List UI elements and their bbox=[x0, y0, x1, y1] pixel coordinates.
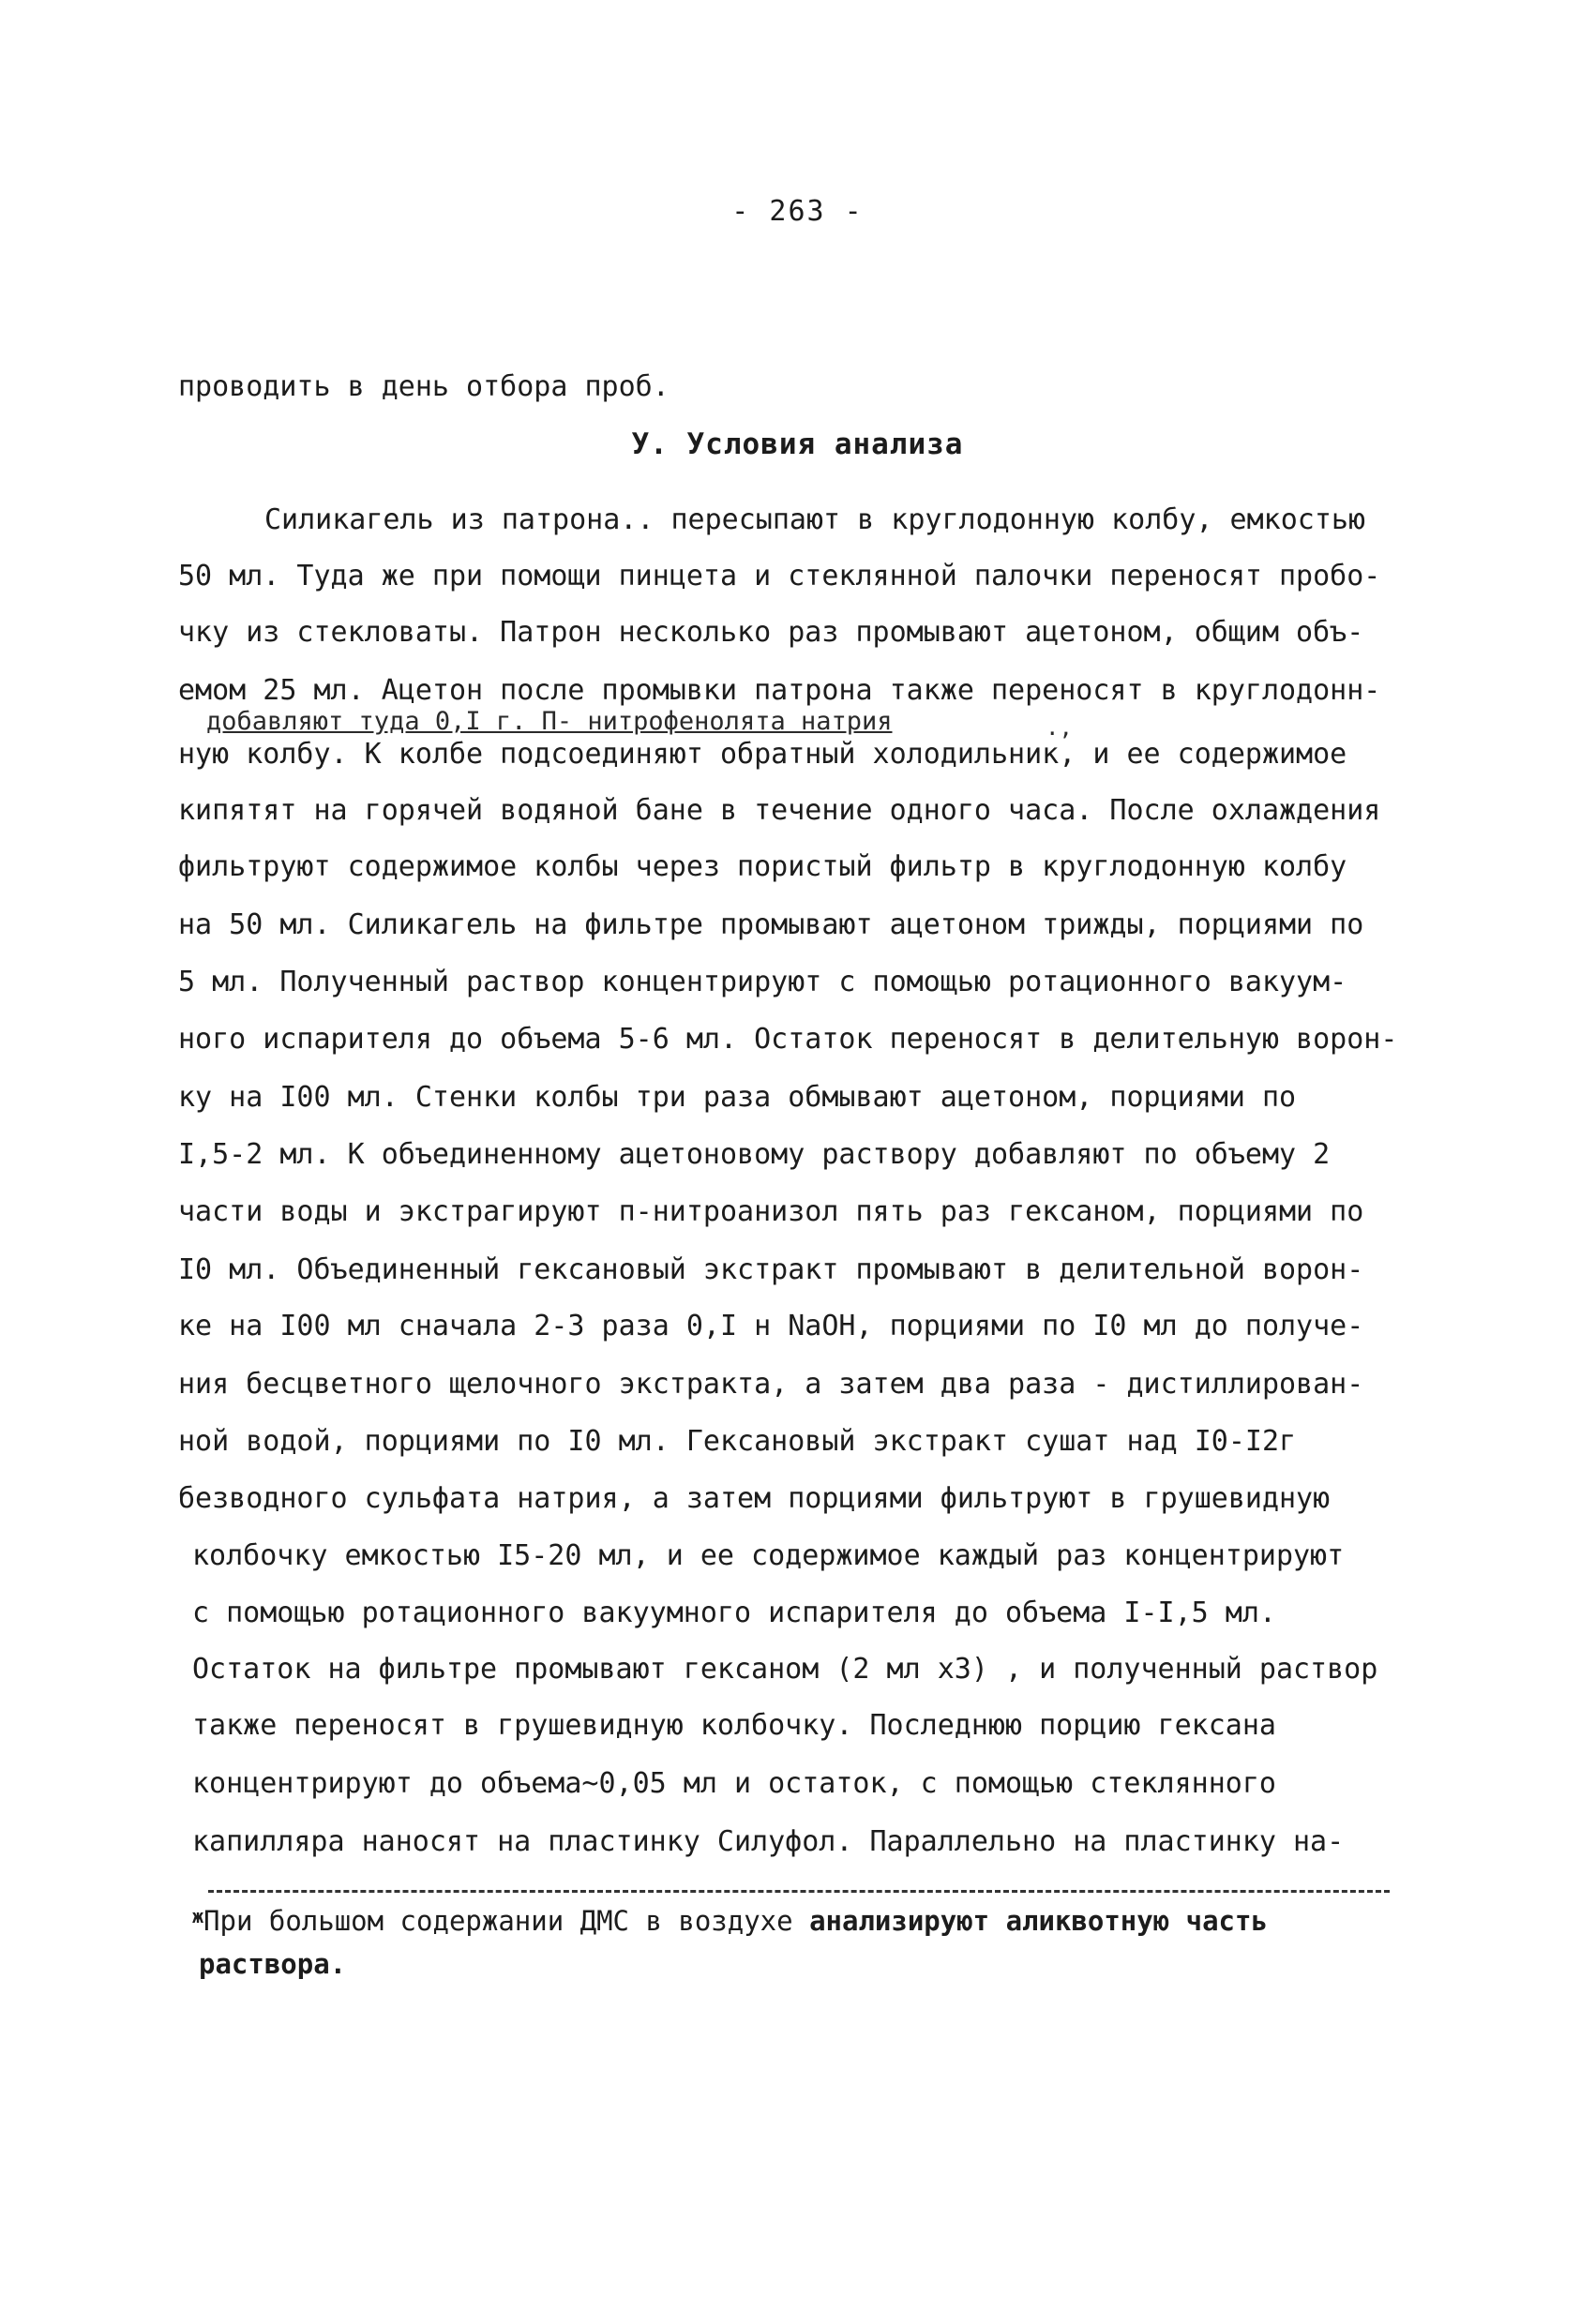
text-line-7: фильтруют содержимое колбы через пористый фильтр в круглодонную колбу bbox=[178, 850, 1347, 883]
text-line-3: чку из стекловаты. Патрон несколько раз промывают ацетоном, общим объ- bbox=[178, 616, 1364, 649]
page-number: - 263 - bbox=[731, 195, 864, 228]
handwritten-insertion: добавляют туда 0,I г. П- нитрофенолята натрия bbox=[206, 707, 893, 736]
text-line-16: ния бесцветного щелочного экстракта, а затем два раза - дистиллирован- bbox=[178, 1368, 1364, 1401]
footnote-mark: ж bbox=[192, 1905, 204, 1927]
footnote-line-2: раствора. bbox=[199, 1948, 347, 1980]
text-line-8: на 50 мл. Силикагель на фильтре промывают ацетоном трижды, порциями по bbox=[178, 908, 1364, 941]
text-line-13: части воды и экстрагируют п-нитроанизол пять раз гексаном, порциями по bbox=[178, 1195, 1364, 1228]
footnote-divider bbox=[208, 1890, 1390, 1893]
text-line-19: колбочку емкостью I5-20 мл, и ее содержимое каждый раз концентрируют bbox=[192, 1539, 1345, 1572]
text-line-17: ной водой, порциями по I0 мл. Гексановый экстракт сушат над I0-I2г bbox=[178, 1425, 1297, 1458]
text-line-22: также переносят в грушевидную колбочку. Последнюю порцию гексана bbox=[192, 1709, 1276, 1742]
text-line-12: I,5-2 мл. К объединенному ацетоновому раствору добавляют по объему 2 bbox=[178, 1138, 1331, 1171]
text-line-14: I0 мл. Объединенный гексановый экстракт промывают в делительной ворон- bbox=[178, 1253, 1364, 1286]
text-line-10: ного испарителя до объема 5-6 мл. Остаток переносят в делительную ворон- bbox=[178, 1023, 1398, 1056]
text-line-4: емом 25 мл. Ацетон после промывки патрона также переносят в круглодонн- bbox=[178, 674, 1381, 707]
text-line-1: Силикагель из патрона.. пересыпают в круглодонную колбу, емкостью bbox=[264, 503, 1365, 536]
text-line-18: безводного сульфата натрия, а затем порциями фильтруют в грушевидную bbox=[178, 1482, 1331, 1515]
text-line-23: концентрируют до объема~0,05 мл и остаток, с помощью стеклянного bbox=[192, 1767, 1276, 1800]
intro-line: проводить в день отбора проб. bbox=[178, 370, 670, 403]
text-line-24: капилляра наносят на пластинку Силуфол. Параллельно на пластинку на- bbox=[192, 1825, 1345, 1858]
footnote-text-bold: анализируют аликвотную часть bbox=[809, 1905, 1268, 1937]
footnote-text: При большом содержании ДМС в воздухе bbox=[203, 1905, 810, 1937]
insertion-caret-mark: ., bbox=[1046, 714, 1073, 741]
text-line-2: 50 мл. Туда же при помощи пинцета и стеклянной палочки переносят пробо- bbox=[178, 560, 1381, 592]
text-line-6: кипятят на горячей водяной бане в течение одного часа. После охлаждения bbox=[178, 794, 1381, 827]
text-line-20: с помощью ротационного вакуумного испарителя до объема I-I,5 мл. bbox=[192, 1597, 1276, 1629]
text-line-15: ке на I00 мл сначала 2-3 раза 0,I н NaOH, порциями по I0 мл до получе- bbox=[178, 1310, 1364, 1342]
text-line-21: Остаток на фильтре промывают гексаном (2 мл х3) , и полученный раствор bbox=[192, 1653, 1378, 1686]
footnote-line-1 bbox=[192, 1905, 1268, 1937]
text-line-11: ку на I00 мл. Стенки колбы три раза обмывают ацетоном, порциями по bbox=[178, 1081, 1297, 1114]
text-line-9: 5 мл. Полученный раствор концентрируют с помощью ротационного вакуум- bbox=[178, 966, 1347, 998]
text-line-5: ную колбу. К колбе подсоединяют обратный холодильник, и ее содержимое bbox=[178, 738, 1347, 771]
section-heading: У. Условия анализа bbox=[631, 427, 964, 461]
